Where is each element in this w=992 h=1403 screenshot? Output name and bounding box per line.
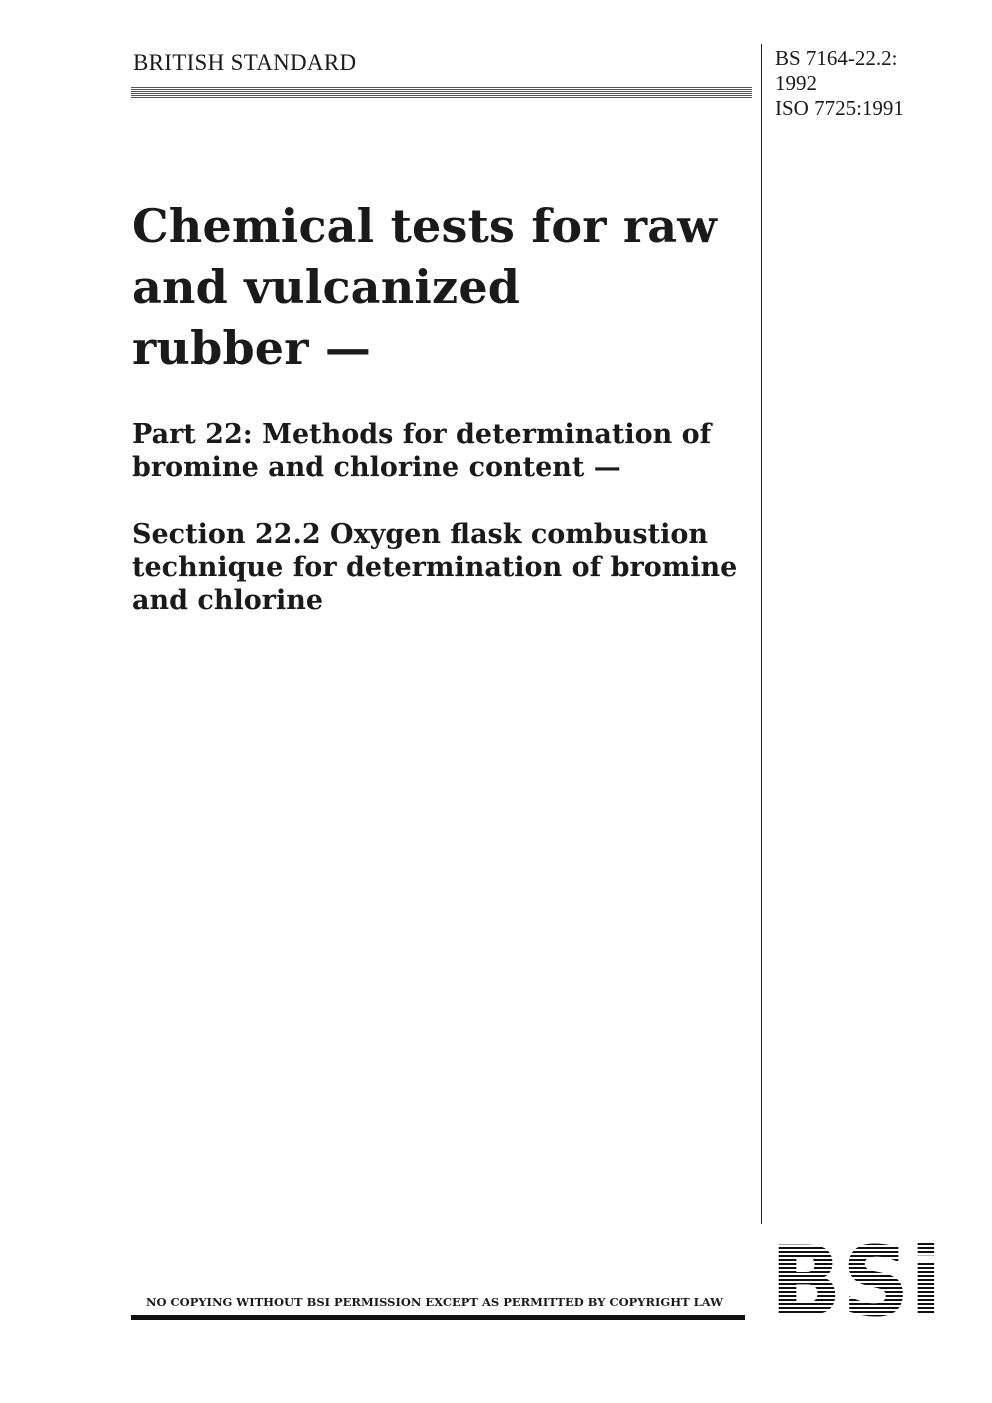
part-title-line: Part 22: Methods for determination of — [132, 419, 712, 450]
standard-number-line: BS 7164-22.2: — [775, 46, 898, 70]
title-line: rubber — — [132, 321, 372, 375]
title-line: Chemical tests for raw — [132, 199, 718, 253]
bsi-logo — [768, 1243, 944, 1319]
header-rule — [131, 87, 752, 99]
section-title-line: and chlorine — [132, 585, 324, 616]
section-title — [132, 518, 752, 617]
document-title — [132, 196, 742, 379]
standard-number-line: 1992 — [775, 71, 817, 95]
vertical-divider — [761, 44, 762, 1224]
part-title — [132, 418, 752, 484]
title-line: and vulcanized — [132, 260, 521, 314]
standard-number-line: ISO 7725:1991 — [775, 96, 904, 120]
section-title-line: technique for determination of bromine — [132, 552, 738, 583]
section-title-line: Section 22.2 Oxygen flask combustion — [132, 519, 708, 550]
part-title-line: bromine and chlorine content — — [132, 452, 621, 483]
copyright-notice: NO COPYING WITHOUT BSI PERMISSION EXCEPT AS PERMITTED BY COPYRIGHT LAW — [146, 1295, 724, 1309]
document-type-label: BRITISH STANDARD — [133, 50, 357, 75]
standard-number — [775, 46, 904, 121]
footer-rule — [131, 1315, 745, 1320]
